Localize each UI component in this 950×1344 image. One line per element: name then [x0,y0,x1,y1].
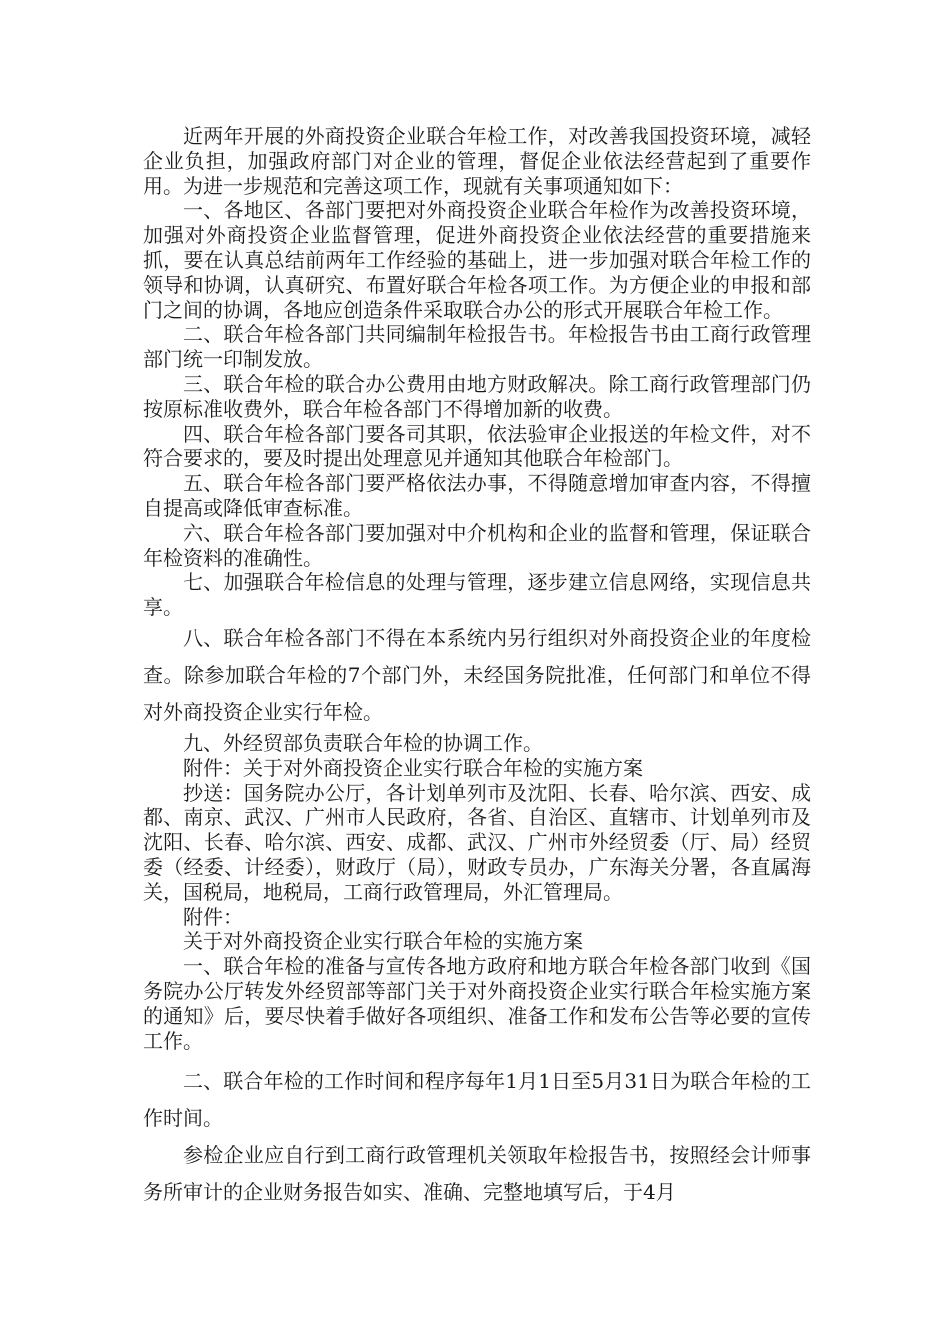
item-3-paragraph: 三、联合年检的联合办公费用由地方财政解决。除工商行政管理部门仍按原标准收费外，联合年检各部门不得增加新的收费。 [143,371,811,421]
item-1-paragraph: 一、各地区、各部门要把对外商投资企业联合年检作为改善投资环境，加强对外商投资企业监督管理，促进外商投资企业依法经营的重要措施来抓，要在认真总结前两年工作经验的基础上，进一步加强对联合年检工作的领导和协调，认真研究、布置好联合年检各项工作。为方便企业的申报和部门之间的协调，各地应创造条件采取联合办公的形式开展联合年检工作。 [143,198,811,322]
attachment-title: 关于对外商投资企业实行联合年检的实施方案 [183,929,583,954]
item-9-paragraph: 九、外经贸部负责联合年检的协调工作。 [183,730,543,755]
item-8-paragraph: 八、联合年检各部门不得在本系统内另行组织对外商投资企业的年度检查。除参加联合年检的7个部门外，未经国务院批准，任何部门和单位不得对外商投资企业实行年检。 [143,625,811,724]
plan-procedure-paragraph: 参检企业应自行到工商行政管理机关领取年检报告书，按照经会计师事务所审计的企业财务报告如实、准确、完整地填写后，于4月 [143,1143,811,1205]
item-7-paragraph: 七、加强联合年检信息的处理与管理，逐步建立信息网络，实现信息共享。 [143,570,811,620]
plan-item-2-paragraph: 二、联合年检的工作时间和程序每年1月1日至5月31日为联合年检的工作时间。 [143,1069,811,1131]
document-body [143,124,811,1211]
item-6-paragraph: 六、联合年检各部门要加强对中介机构和企业的监督和管理，保证联合年检资料的准确性。 [143,520,811,570]
intro-paragraph: 近两年开展的外商投资企业联合年检工作，对改善我国投资环境，减轻企业负担，加强政府部门对企业的管理，督促企业依法经营起到了重要作用。为进一步规范和完善这项工作，现就有关事项通知如下： [143,124,811,198]
item-2-paragraph: 二、联合年检各部门共同编制年检报告书。年检报告书由工商行政管理部门统一印制发放。 [143,322,811,372]
plan-item-1-paragraph: 一、联合年检的准备与宣传各地方政府和地方联合年检各部门收到《国务院办公厅转发外经贸部等部门关于对外商投资企业实行联合年检实施方案的通知》后，要尽快着手做好各项组织、准备工作和发布公告等必要的宣传工作。 [143,954,811,1053]
item-5-paragraph: 五、联合年检各部门要严格依法办事，不得随意增加审查内容，不得擅自提高或降低审查标准。 [143,471,811,520]
cc-paragraph: 抄送：国务院办公厅，各计划单列市及沈阳、长春、哈尔滨、西安、成都、南京、武汉、广州市人民政府，各省、自治区、直辖市、计划单列市及沈阳、长春、哈尔滨、西安、成都、武汉、广州市外经贸委（厅、局）经贸委（经委、计经委），财政厅（局），财政专员办，广东海关分署，各直属海关，国税局，地税局，工商行政管理局，外汇管理局。 [143,780,811,904]
item-4-paragraph: 四、联合年检各部门要各司其职，依法验审企业报送的年检文件，对不符合要求的，要及时提出处理意见并通知其他联合年检部门。 [143,421,811,471]
attachment-heading: 附件： [183,904,243,929]
attachment-line: 附件：关于对外商投资企业实行联合年检的实施方案 [183,755,643,780]
